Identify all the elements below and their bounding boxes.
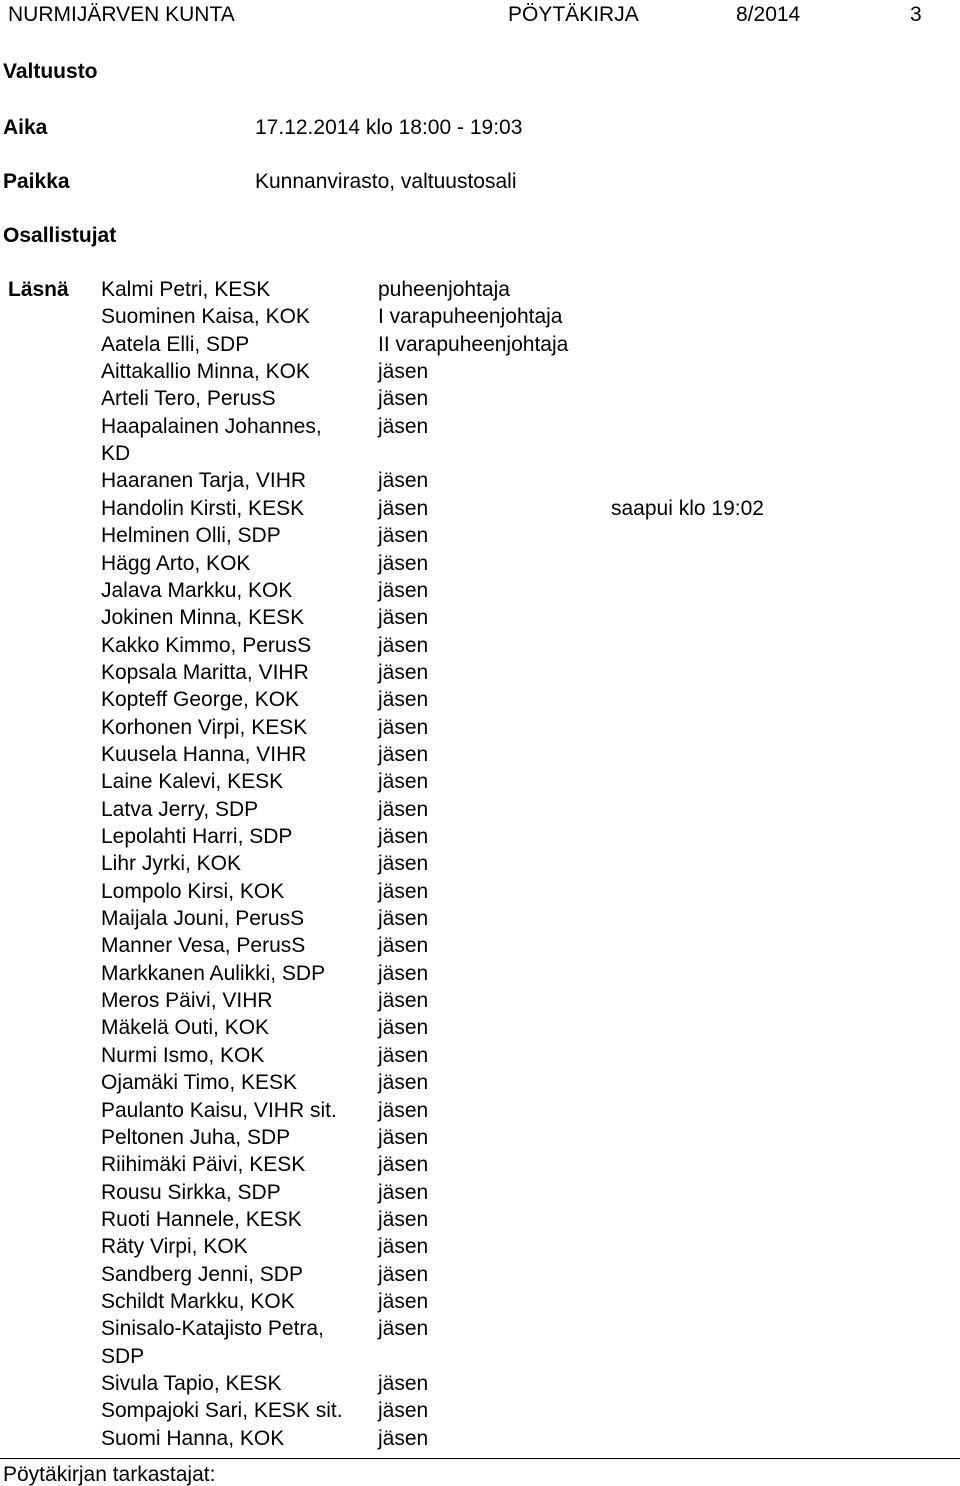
attendee-name: Jalava Markku, KOK <box>101 579 293 602</box>
attendee-name: Haapalainen Johannes, <box>101 415 322 438</box>
attendee-role: jäsen <box>378 880 429 903</box>
attendee-role: jäsen <box>378 1071 429 1094</box>
attendee-role: jäsen <box>378 716 429 739</box>
attendee-name: Kalmi Petri, KESK <box>101 278 271 301</box>
attendee-role: jäsen <box>378 962 429 985</box>
time-value: 17.12.2014 klo 18:00 - 19:03 <box>255 116 523 139</box>
attendee-role: jäsen <box>378 1208 429 1231</box>
attendee-role: jäsen <box>378 552 429 575</box>
attendee-name: Kopteff George, KOK <box>101 688 300 711</box>
attendee-name: Lihr Jyrki, KOK <box>101 852 242 875</box>
attendee-name: Lepolahti Harri, SDP <box>101 825 293 848</box>
present-label: Läsnä <box>8 278 69 301</box>
attendee-name: Aittakallio Minna, KOK <box>101 360 310 383</box>
attendee-role: jäsen <box>378 1044 429 1067</box>
attendee-role: jäsen <box>378 387 429 410</box>
attendee-role: jäsen <box>378 524 429 547</box>
attendee-name: Paulanto Kaisu, VIHR sit. <box>101 1099 337 1122</box>
attendee-name: Markkanen Aulikki, SDP <box>101 962 326 985</box>
place-value: Kunnanvirasto, valtuustosali <box>255 170 517 193</box>
attendee-name: Peltonen Juha, SDP <box>101 1126 291 1149</box>
attendee-role: jäsen <box>378 770 429 793</box>
attendee-note: saapui klo 19:02 <box>611 497 764 520</box>
document-type: PÖYTÄKIRJA <box>508 3 639 26</box>
attendee-name: Sompajoki Sari, KESK sit. <box>101 1399 343 1422</box>
footer-divider <box>0 1458 960 1459</box>
attendee-role: jäsen <box>378 415 429 438</box>
attendee-role: jäsen <box>378 989 429 1012</box>
attendee-name-continued: SDP <box>101 1345 145 1368</box>
attendee-role: jäsen <box>378 360 429 383</box>
attendee-role: puheenjohtaja <box>378 278 510 301</box>
attendee-name: Laine Kalevi, KESK <box>101 770 284 793</box>
attendee-name: Riihimäki Päivi, KESK <box>101 1153 306 1176</box>
body-title: Valtuusto <box>3 60 98 83</box>
attendee-name: Schildt Markku, KOK <box>101 1290 295 1313</box>
attendee-name: Kakko Kimmo, PerusS <box>101 634 312 657</box>
attendee-role: jäsen <box>378 1290 429 1313</box>
reviewers-label: Pöytäkirjan tarkastajat: <box>3 1463 216 1486</box>
attendee-role: jäsen <box>378 688 429 711</box>
attendee-role: jäsen <box>378 1153 429 1176</box>
attendee-name: Hägg Arto, KOK <box>101 552 251 575</box>
attendee-name: Sandberg Jenni, SDP <box>101 1263 303 1286</box>
page-number: 3 <box>910 3 922 26</box>
attendee-role: jäsen <box>378 1181 429 1204</box>
attendee-name: Nurmi Ismo, KOK <box>101 1044 265 1067</box>
attendee-role: jäsen <box>378 1016 429 1039</box>
attendee-role: I varapuheenjohtaja <box>378 305 563 328</box>
attendee-role: jäsen <box>378 1427 429 1450</box>
attendee-name: Sivula Tapio, KESK <box>101 1372 282 1395</box>
attendee-name: Suominen Kaisa, KOK <box>101 305 310 328</box>
attendee-role: jäsen <box>378 469 429 492</box>
attendee-role: II varapuheenjohtaja <box>378 333 569 356</box>
attendee-name: Ojamäki Timo, KESK <box>101 1071 298 1094</box>
attendee-role: jäsen <box>378 907 429 930</box>
attendee-role: jäsen <box>378 934 429 957</box>
participants-heading: Osallistujat <box>3 224 117 247</box>
place-label: Paikka <box>3 170 70 193</box>
attendee-role: jäsen <box>378 1235 429 1258</box>
attendee-name: Suomi Hanna, KOK <box>101 1427 285 1450</box>
municipality-name: NURMIJÄRVEN KUNTA <box>8 3 235 26</box>
attendee-name: Räty Virpi, KOK <box>101 1235 248 1258</box>
attendee-role: jäsen <box>378 606 429 629</box>
attendee-role: jäsen <box>378 852 429 875</box>
time-label: Aika <box>3 116 48 139</box>
document-number: 8/2014 <box>736 3 801 26</box>
attendee-name: Latva Jerry, SDP <box>101 798 259 821</box>
attendee-name: Maijala Jouni, PerusS <box>101 907 305 930</box>
attendee-name-continued: KD <box>101 442 131 465</box>
attendee-role: jäsen <box>378 825 429 848</box>
attendee-name: Aatela Elli, SDP <box>101 333 250 356</box>
attendee-role: jäsen <box>378 1372 429 1395</box>
attendee-name: Arteli Tero, PerusS <box>101 387 276 410</box>
attendee-role: jäsen <box>378 798 429 821</box>
attendee-role: jäsen <box>378 1317 429 1340</box>
attendee-name: Sinisalo-Katajisto Petra, <box>101 1317 324 1340</box>
attendee-role: jäsen <box>378 634 429 657</box>
attendee-name: Haaranen Tarja, VIHR <box>101 469 307 492</box>
attendee-name: Handolin Kirsti, KESK <box>101 497 305 520</box>
attendee-role: jäsen <box>378 743 429 766</box>
attendee-name: Ruoti Hannele, KESK <box>101 1208 302 1231</box>
attendee-role: jäsen <box>378 661 429 684</box>
attendee-role: jäsen <box>378 1399 429 1422</box>
attendee-name: Korhonen Virpi, KESK <box>101 716 308 739</box>
attendee-role: jäsen <box>378 579 429 602</box>
attendee-role: jäsen <box>378 1099 429 1122</box>
attendee-name: Helminen Olli, SDP <box>101 524 281 547</box>
attendee-name: Jokinen Minna, KESK <box>101 606 305 629</box>
attendee-name: Meros Päivi, VIHR <box>101 989 273 1012</box>
attendee-name: Kopsala Maritta, VIHR <box>101 661 309 684</box>
attendee-name: Kuusela Hanna, VIHR <box>101 743 307 766</box>
attendee-role: jäsen <box>378 1263 429 1286</box>
attendee-role: jäsen <box>378 497 429 520</box>
attendee-name: Mäkelä Outi, KOK <box>101 1016 270 1039</box>
attendee-name: Manner Vesa, PerusS <box>101 934 306 957</box>
attendee-name: Lompolo Kirsi, KOK <box>101 880 285 903</box>
attendee-role: jäsen <box>378 1126 429 1149</box>
attendee-name: Rousu Sirkka, SDP <box>101 1181 281 1204</box>
